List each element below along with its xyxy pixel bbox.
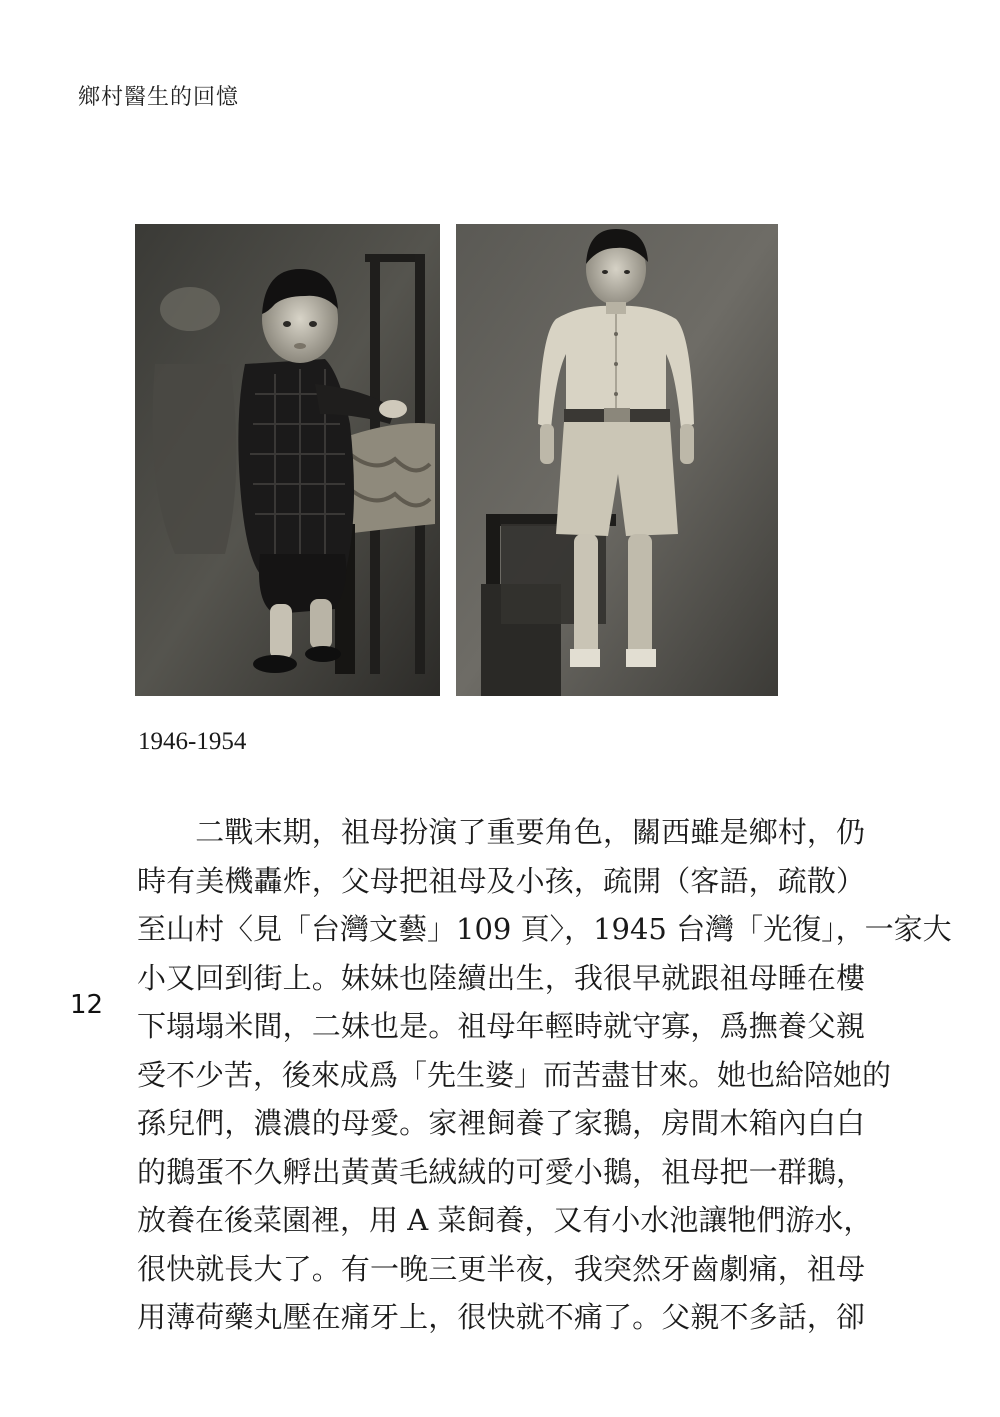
photo-boy-image: [456, 224, 778, 696]
running-header: 鄉村醫生的回憶: [78, 85, 240, 110]
body-paragraph: [137, 808, 952, 1342]
body-line: 放養在後菜園裡，用 A 菜飼養，又有小水池讓牠們游水，: [137, 1203, 873, 1237]
body-line: 受不少苦，後來成爲「先生婆」而苦盡甘來。她也給陪她的: [137, 1057, 892, 1092]
body-line: 時有美機轟炸，父母把祖母及小孩，疏開（客語，疏散）: [137, 863, 865, 898]
photo-toddler-image: [135, 224, 440, 696]
page-number: 12: [70, 990, 104, 1020]
photo-caption: 1946-1954: [138, 728, 247, 755]
body-line: 至山村〈見「台灣文藝」109 頁〉，1945 台灣「光復」，一家大: [137, 912, 952, 946]
body-line: 小又回到街上。妹妹也陸續出生，我很早就跟祖母睡在樓: [137, 960, 865, 995]
body-line: 的鵝蛋不久孵出黃黃毛絨絨的可愛小鵝，祖母把一群鵝，: [137, 1154, 865, 1189]
body-line: 二戰末期，祖母扮演了重要角色，關西雖是鄉村，仍: [137, 815, 865, 849]
photo-boy: [456, 224, 778, 696]
body-line: 很快就長大了。有一晚三更半夜，我突然牙齒劇痛，祖母: [137, 1251, 865, 1286]
body-line: 孫兒們，濃濃的母愛。家裡飼養了家鵝，房間木箱內白白: [137, 1106, 865, 1140]
body-line: 用薄荷藥丸壓在痛牙上，很快就不痛了。父親不多話，卻: [137, 1300, 865, 1334]
body-line: 下塌塌米間，二妹也是。祖母年輕時就守寡，爲撫養父親: [137, 1009, 865, 1043]
photo-toddler: [135, 224, 440, 696]
